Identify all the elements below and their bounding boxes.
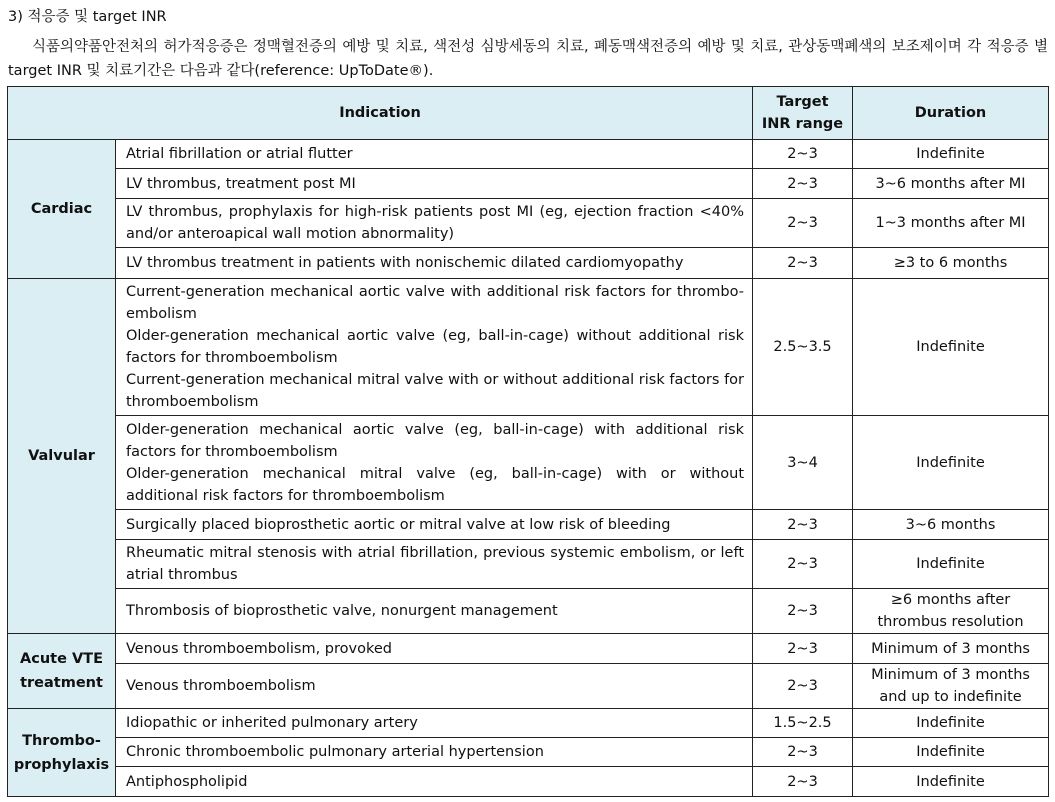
duration-cell [853,248,1049,279]
indication-cell [116,738,753,767]
indication-text: Surgically placed bioprosthetic aortic or mitral valve at low risk of bleeding [126,516,671,533]
duration-cell [853,540,1049,589]
duration-cell [853,169,1049,199]
inr-range-cell: 2~3 [753,767,853,797]
duration-text: Indefinite [916,715,985,731]
intro-paragraph [8,35,1048,83]
duration-cell [853,767,1049,797]
table-row [8,199,1049,248]
category-label: Acute VTE [20,651,103,667]
indication-text: Venous thromboembolism, provoked [126,640,392,657]
duration-cell [853,709,1049,738]
inr-table [7,86,1049,797]
intro-text: 식품의약품안전처의 허가적응증은 정맥혈전증의 예방 및 치료, 색전성 심방세동의 치료, 폐동맥색전증의 예방 및 치료, 관상동맥폐색의 보조제이며 각 적응증 별 target INR 및 치료기간은 다음과 같다(reference: UpToDate®). [8,39,1048,79]
duration-text: Indefinite [916,556,985,572]
indication-text: Older-generation mechanical aortic valve (eg, ball-in-cage) without additional risk factors for thromboembolism [126,328,745,366]
inr-range-cell: 3~4 [753,416,853,510]
duration-text: thrombus resolution [877,614,1024,630]
indication-cell [116,634,753,664]
table-row [8,664,1049,709]
section-heading: 3) 적응증 및 target INR [8,9,167,25]
duration-text: ≥3 to 6 months [893,255,1008,271]
table-row [8,140,1049,169]
indication-cell [116,540,753,589]
table-row [8,416,1049,510]
indication-text: Venous thromboembolism [126,678,316,694]
category-label: treatment [20,675,103,691]
duration-cell [853,279,1049,416]
header-inr-range [753,87,853,140]
table-row [8,540,1049,589]
inr-range-cell: 2~3 [753,664,853,709]
duration-cell [853,738,1049,767]
duration-text: Indefinite [916,146,985,162]
inr-range-cell: 2~3 [753,738,853,767]
indication-cell [116,248,753,279]
indication-text: LV thrombus, treatment post MI [126,175,356,192]
header-inr-line2: INR range [761,116,844,132]
indication-text: Chronic thromboembolic pulmonary arterial hypertension [126,744,544,760]
table-row [8,767,1049,797]
category-label: Cardiac [30,201,93,217]
duration-text: 1~3 months after MI [875,215,1026,231]
inr-range-cell: 2~3 [753,199,853,248]
inr-range-cell: 2~3 [753,248,853,279]
inr-range-cell: 2~3 [753,540,853,589]
table-row [8,709,1049,738]
indication-text: Older-generation mechanical mitral valve (eg, ball-in-cage) with or without additional risk factors for thromboembolism [126,465,745,504]
duration-cell [853,416,1049,510]
duration-text: Minimum of 3 months [871,667,1030,683]
duration-text: 3~6 months after MI [875,175,1026,192]
inr-range-cell: 1.5~2.5 [753,709,853,738]
indication-cell [116,169,753,199]
table-row [8,279,1049,416]
inr-range-cell: 2~3 [753,169,853,199]
table-header-row [8,87,1049,140]
indication-cell [116,416,753,510]
indication-cell [116,664,753,709]
category-label: Valvular [28,448,95,464]
duration-text: ≥6 months after [890,592,1011,608]
category-cell [8,140,116,279]
indication-cell [116,510,753,540]
indication-cell [116,140,753,169]
table-row [8,169,1049,199]
indication-text: Atrial fibrillation or atrial flutter [126,146,353,162]
category-label: Thrombo- [22,732,101,749]
indication-text: Rheumatic mitral stenosis with atrial fibrillation, previous systemic embolism, or left atrial thrombus [126,545,745,583]
category-cell [8,279,116,634]
category-label: prophylaxis [13,756,110,773]
duration-text: Indefinite [916,773,985,790]
header-inr-line1: Target [776,94,829,110]
table-row [8,248,1049,279]
inr-range-cell: 2~3 [753,140,853,169]
indication-text: Idiopathic or inherited pulmonary artery [126,715,418,731]
duration-cell [853,589,1049,634]
duration-text: and up to indefinite [879,689,1022,705]
table-row [8,589,1049,634]
indication-cell [116,589,753,634]
indication-text: Antiphospholipid [126,773,248,790]
indication-text: LV thrombus treatment in patients with nonischemic dilated cardiomyopathy [126,255,684,271]
indication-text: Current-generation mechanical mitral valve with or without additional risk factors for thromboembolism [126,372,745,410]
duration-text: Indefinite [916,744,985,760]
duration-cell [853,140,1049,169]
inr-range-cell: 2~3 [753,634,853,664]
table-row [8,738,1049,767]
duration-text: 3~6 months [905,516,996,533]
indication-cell [116,199,753,248]
category-cell [8,634,116,709]
indication-cell [116,279,753,416]
duration-cell [853,199,1049,248]
indication-text: Current-generation mechanical aortic valve with additional risk factors for thrombo-embolism [126,284,745,322]
inr-range-cell: 2~3 [753,589,853,634]
duration-cell [853,634,1049,664]
inr-range-cell: 2~3 [753,510,853,540]
indication-text: Thrombosis of bioprosthetic valve, nonurgent management [126,603,558,619]
duration-cell [853,510,1049,540]
indication-cell [116,709,753,738]
duration-text: Indefinite [916,339,985,355]
category-cell [8,709,116,797]
table-row [8,510,1049,540]
duration-text: Minimum of 3 months [871,640,1030,657]
indication-text: LV thrombus, prophylaxis for high-risk patients post MI (eg, ejection fraction <40% and/or anteroapical wall motion abnormality) [126,204,745,242]
table-row [8,634,1049,664]
inr-range-cell: 2.5~3.5 [753,279,853,416]
duration-cell [853,664,1049,709]
header-indication: Indication [8,87,753,140]
header-duration: Duration [853,87,1049,140]
indication-cell [116,767,753,797]
duration-text: Indefinite [916,454,985,471]
indication-text: Older-generation mechanical aortic valve (eg, ball-in-cage) with additional risk factors for thromboembolism [126,421,745,460]
